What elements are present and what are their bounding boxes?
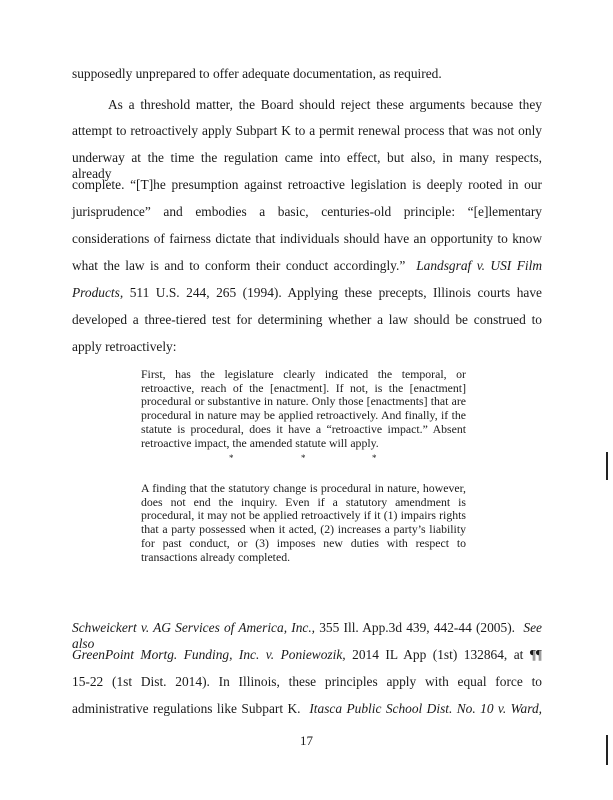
block-quote-text: First, has the legislature clearly indicated the temporal, or retroactive, reach of the [enactment]. If not, is the [enactment] procedural or substantive in nature. Only those [enactments] that are procedural in nature may be applied retroactively. And finally, if the statute is procedural, does it have a “retroactive impact.” Absent retroactive impact, the amended statute will apply. (141, 367, 466, 450)
star: * (301, 453, 306, 463)
star: * (372, 453, 377, 463)
page-number: 17 (300, 733, 313, 748)
star: * (229, 453, 234, 463)
paragraph-line-5: jurisprudence” and embodies a basic, centuries-old principle: “[e]lementary (72, 204, 542, 219)
case-citation: Itasca Public School Dist. No. 10 v. Ward, (309, 701, 543, 716)
paragraph-line-1: As a threshold matter, the Board should reject these arguments because they (108, 97, 542, 112)
citation-text: 2014 IL App (1st) 132864, at ¶¶ (352, 647, 542, 662)
block-quote-text: A finding that the statutory change is procedural in nature, however, does not end the inquiry. Even if a statutory amendment is procedural, it may not be applied retroactively if it (1) impairs rights that a party possessed when it acted, (2) increases a party’s liability for past conduct, or (3) imposes new duties with respect to transactions already completed. (141, 481, 466, 564)
signal-see-also: See also (72, 620, 542, 651)
after-quote-line-3: 15-22 (1st Dist. 2014). In Illinois, these principles apply with equal force to (72, 674, 542, 689)
margin-mark (606, 452, 608, 480)
paragraph-line-10: apply retroactively: (72, 339, 177, 354)
body-text: administrative regulations like Subpart K. (72, 701, 301, 716)
case-citation: Schweickert v. AG Services of America, Inc., (72, 620, 316, 635)
after-quote-line-2 (72, 647, 542, 663)
paragraph-line-9: developed a three-tiered test for determining whether a law should be construed to (72, 312, 542, 327)
ellipsis-stars (141, 452, 466, 466)
block-quote-second (141, 482, 466, 564)
case-citation: GreenPoint Mortg. Funding, Inc. v. Poniewozik, (72, 647, 346, 662)
case-citation-cont: Products, (72, 285, 124, 300)
paragraph-line-6: considerations of fairness dictate that individuals should have an opportunity to know (72, 231, 542, 246)
citation-text: 511 U.S. 244, 265 (1994). Applying these precepts, Illinois courts have (129, 285, 542, 300)
paragraph-line-3: underway at the time the regulation came into effect, but also, in many respects, already (72, 150, 542, 181)
paragraph-line-4: complete. “[T]he presumption against retroactive legislation is deeply rooted in our (72, 177, 542, 192)
quoted-text: what the law is and to conform their conduct accordingly.” (72, 258, 406, 273)
block-quote-first (141, 368, 466, 450)
lead-line: supposedly unprepared to offer adequate documentation, as required. (72, 66, 442, 81)
paragraph-line-8 (72, 285, 542, 301)
citation-text: 355 Ill. App.3d 439, 442-44 (2005). (319, 620, 515, 635)
paragraph-line-7 (72, 258, 542, 274)
margin-mark (606, 735, 608, 765)
after-quote-line-4 (72, 701, 542, 717)
paragraph-line-2: attempt to retroactively apply Subpart K to a permit renewal process that was not only (72, 123, 542, 138)
case-citation: Landsgraf v. USI Film (416, 258, 542, 273)
